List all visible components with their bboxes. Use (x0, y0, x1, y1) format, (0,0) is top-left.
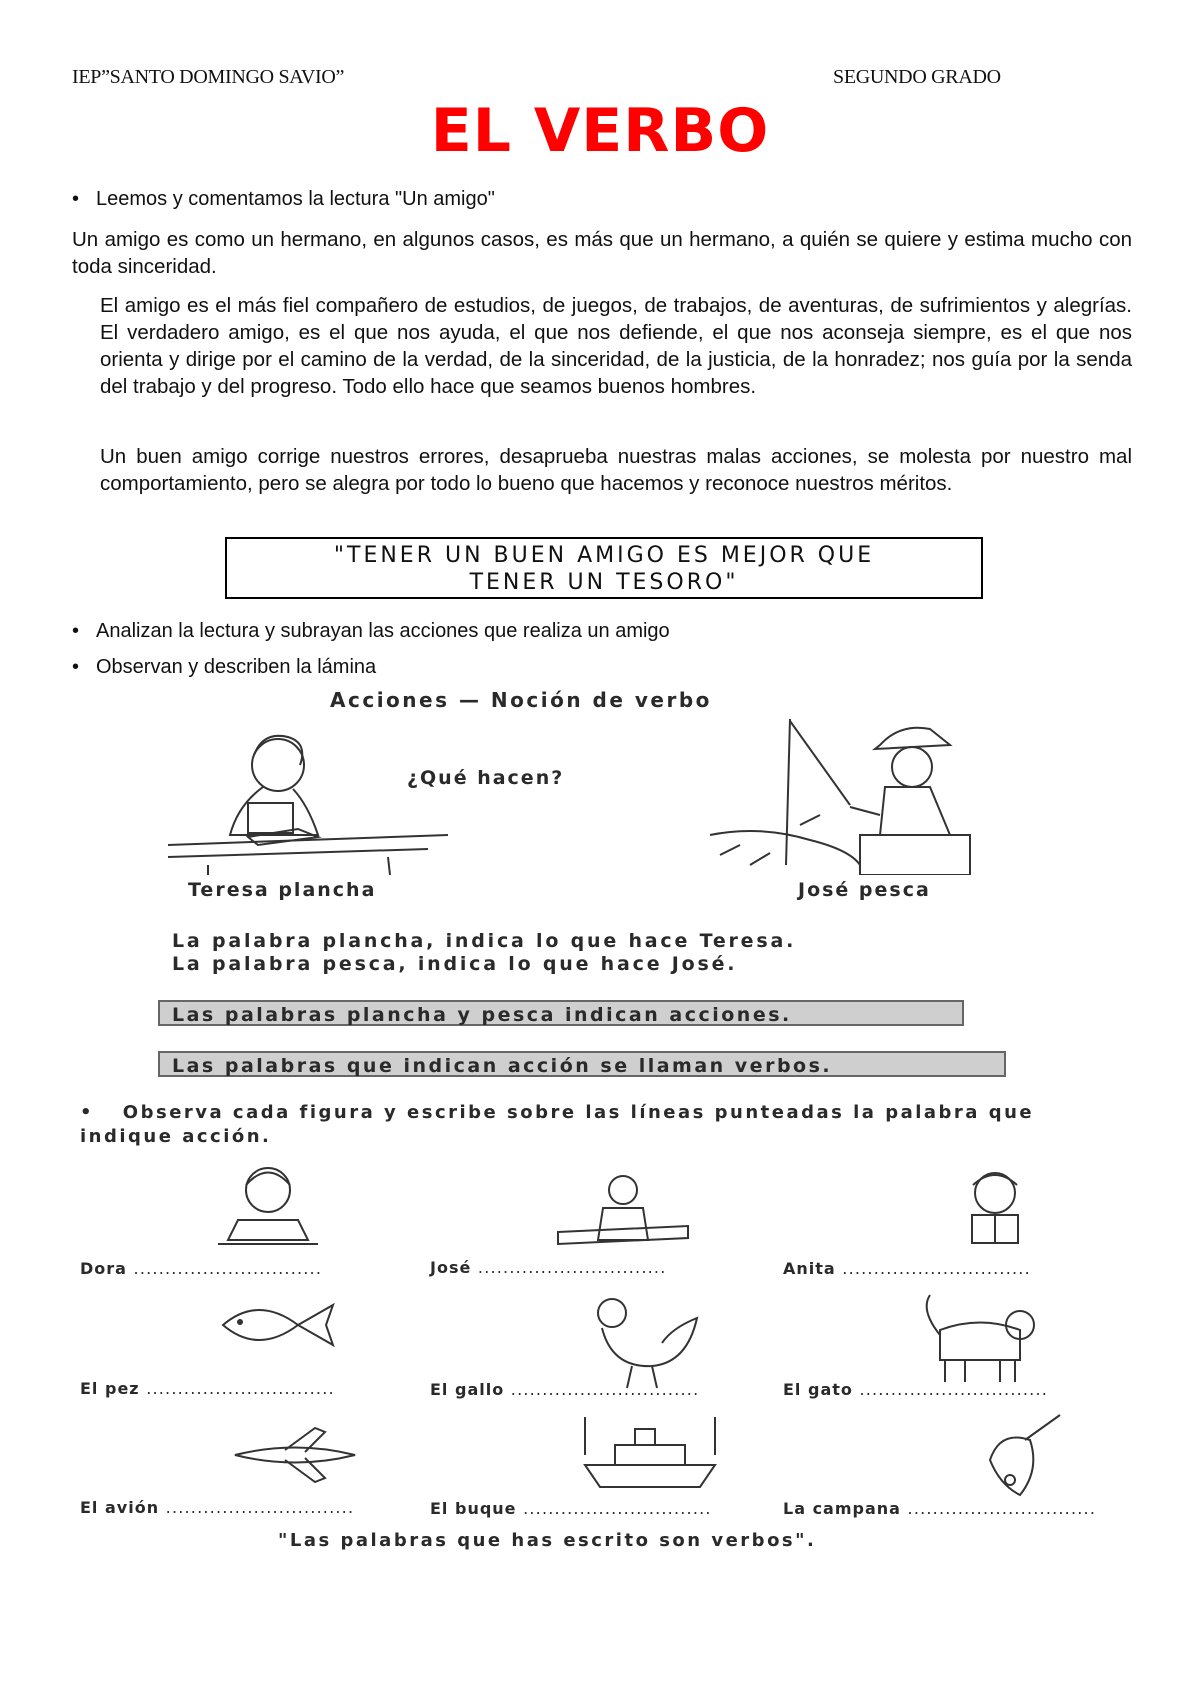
label-campana-text: La campana (783, 1499, 901, 1518)
banner-actions: Las palabras plancha y pesca indican acciones. (158, 1000, 964, 1026)
bullet-symbol: • (72, 620, 80, 642)
label-dora-text: Dora (80, 1259, 127, 1278)
label-gallo (430, 1380, 699, 1399)
bullet-observe-text: Observan y describen la lámina (96, 656, 377, 678)
label-avion-text: El avión (80, 1498, 160, 1517)
bell-picture (970, 1410, 1070, 1510)
anita-reading-picture (940, 1165, 1050, 1250)
instruction-text: Observa cada figura y escribe sobre las líneas punteadas la palabra que indique acción. (80, 1102, 1035, 1147)
bullet-symbol: • (72, 656, 80, 678)
answer-line[interactable]: .............................. (165, 1498, 355, 1517)
bullet-read-text: Leemos y comentamos la lectura "Un amigo" (96, 188, 495, 210)
label-pez (80, 1379, 335, 1398)
bullet-analyze-text: Analizan la lectura y subrayan las acciones que realiza un amigo (96, 620, 670, 642)
answer-line[interactable]: .............................. (859, 1380, 1049, 1399)
instruction-bullet: • (80, 1102, 95, 1123)
exercise-instruction (80, 1101, 1100, 1149)
label-campana (783, 1499, 1096, 1518)
label-dora (80, 1259, 322, 1278)
jose-fishing-illustration (700, 715, 1000, 875)
worksheet-question: ¿Qué hacen? (407, 767, 565, 789)
page-title: EL VERBO (430, 96, 770, 166)
label-buque (430, 1499, 712, 1518)
bullet-observe (72, 656, 376, 679)
reading-paragraph-3: Un buen amigo corrige nuestros errores, desaprueba nuestras malas acciones, se molesta por nuestro mal comportamiento, pero se alegra por todo lo bueno que hacemos y reconoce nuestros méritos. (100, 445, 1132, 495)
label-anita (783, 1259, 1031, 1278)
dora-painting-picture (208, 1160, 328, 1248)
cat-picture (920, 1290, 1050, 1390)
airplane-picture (225, 1420, 365, 1490)
reading-paragraph-2: El amigo es el más fiel compañero de estudios, de juegos, de trabajos, de aventuras, de sufrimientos y alegrías. El verdadero amigo, es el que nos ayuda, el que nos defiende, el que nos aconseja siempre, es el que nos orienta y dirige por el camino de la verdad, de la sinceridad, de la justicia, de la honradez; nos guía por la senda del trabajo y del progreso. Todo ello hace que seamos buenos hombres. (100, 294, 1132, 398)
answer-line[interactable]: .............................. (523, 1499, 712, 1518)
explain-pesca: La palabra pesca, indica lo que hace José. (172, 953, 738, 975)
answer-line[interactable]: .............................. (477, 1258, 667, 1277)
ship-picture (575, 1415, 725, 1495)
teresa-ironing-illustration (168, 725, 458, 875)
quote-box (225, 537, 983, 599)
label-jose (430, 1258, 666, 1277)
grade-label: SEGUNDO GRADO (833, 66, 1001, 88)
bullet-analyze (72, 620, 670, 643)
answer-line[interactable]: .............................. (146, 1379, 335, 1398)
closing-note: "Las palabras que has escrito son verbos". (278, 1530, 817, 1551)
rooster-picture (572, 1288, 712, 1390)
reading-paragraph-1: Un amigo es como un hermano, en algunos casos, es más que un hermano, a quién se quiere y estima mucho con toda sinceridad. (72, 228, 1132, 278)
label-anita-text: Anita (783, 1259, 836, 1278)
label-pez-text: El pez (80, 1379, 140, 1398)
jose-writing-picture (548, 1170, 698, 1250)
label-avion (80, 1498, 354, 1517)
answer-line[interactable]: .............................. (510, 1380, 700, 1399)
label-gato (783, 1380, 1048, 1399)
label-gato-text: El gato (783, 1380, 853, 1399)
label-jose-text: José (430, 1258, 472, 1277)
bullet-read (72, 188, 495, 211)
school-name: IEP”SANTO DOMINGO SAVIO” (72, 66, 345, 88)
quote-line-1: "TENER UN BUEN AMIGO ES MEJOR QUE (333, 543, 875, 568)
worksheet-title: Acciones — Noción de verbo (330, 688, 712, 712)
quote-line-2: TENER UN TESORO" (469, 570, 739, 595)
answer-line[interactable]: .............................. (907, 1499, 1097, 1518)
explain-plancha: La palabra plancha, indica lo que hace Teresa. (172, 930, 797, 952)
answer-line[interactable]: .............................. (842, 1259, 1031, 1278)
label-buque-text: El buque (430, 1499, 517, 1518)
caption-teresa: Teresa plancha (188, 879, 377, 901)
banner-verbs: Las palabras que indican acción se llaman verbos. (158, 1051, 1006, 1077)
answer-line[interactable]: .............................. (133, 1259, 323, 1278)
bullet-symbol: • (72, 188, 80, 210)
caption-jose: José pesca (798, 879, 931, 901)
fish-picture (208, 1290, 338, 1360)
label-gallo-text: El gallo (430, 1380, 505, 1399)
